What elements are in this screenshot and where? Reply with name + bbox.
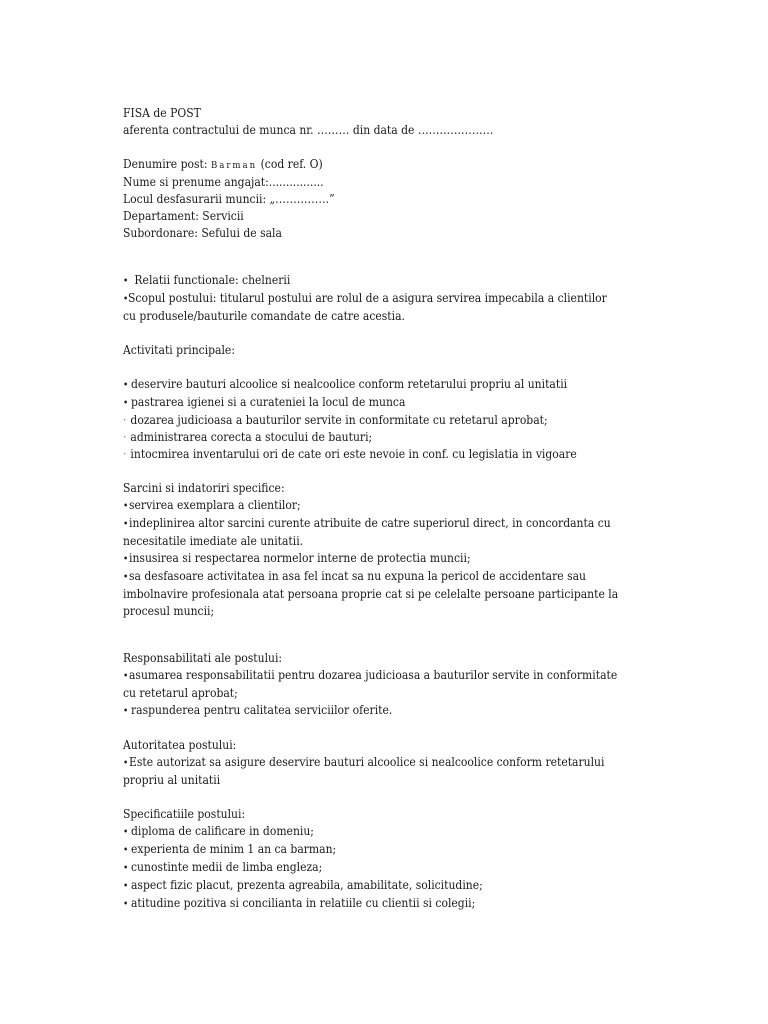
bullet-icon: • xyxy=(123,380,129,391)
bullet-icon: • xyxy=(123,501,129,512)
bullet-icon: • xyxy=(123,572,129,583)
activitati-item-text: intocmirea inventarului ori de cate ori este nevoie in conf. cu legislatia in vigoare xyxy=(127,447,577,461)
activitati-item-text: administrarea corecta a stocului de bauturi; xyxy=(127,430,373,444)
field-denumire-value: Barman xyxy=(210,160,258,171)
activitati-item xyxy=(123,412,643,429)
autoritatea-item xyxy=(123,754,643,772)
responsabilitati-item xyxy=(123,702,643,720)
specificatii-item xyxy=(123,841,643,859)
specificatii-item-text: aspect fizic placut, prezenta agreabila, amabilitate, solicitudine; xyxy=(131,878,483,892)
responsabilitati-item-text: raspunderea pentru calitatea serviciilor oferite. xyxy=(131,703,393,717)
specificatii-item xyxy=(123,823,643,841)
responsabilitati-item-text: asumarea responsabilitatii pentru dozarea judicioasa a bauturilor servite in conformitate xyxy=(129,668,618,682)
spacer xyxy=(123,620,643,650)
spacer xyxy=(123,463,643,480)
scop-line xyxy=(123,290,643,308)
bullet-icon: • xyxy=(123,845,129,856)
autoritatea-text: Este autorizat sa asigure deservire bauturi alcoolice si nealcoolice conform retetarului xyxy=(129,755,605,769)
specificatii-item-text: diploma de calificare in domeniu; xyxy=(131,824,314,838)
specificatii-item-text: cunostinte medii de limba engleza; xyxy=(131,860,323,874)
document-subtitle: aferenta contractului de munca nr. ……… din data de ………………… xyxy=(123,123,494,137)
sarcini-item xyxy=(123,550,643,568)
autoritatea-heading: Autoritatea postului: xyxy=(123,738,237,752)
autoritatea-item-cont: propriu al unitatii xyxy=(123,773,221,787)
field-denumire-prefix: Denumire post: xyxy=(123,157,211,171)
sarcini-item-cont: imbolnavire profesionala atat persoana proprie cat si pe celelalte persoane participante la xyxy=(123,587,619,601)
activitati-item xyxy=(123,376,643,394)
field-denumire-suffix: (cod ref. O) xyxy=(257,157,323,171)
spacer xyxy=(123,789,643,806)
sarcini-item-cont: procesul muncii; xyxy=(123,604,215,618)
bullet-icon: • xyxy=(123,294,129,305)
field-locul: Locul desfasurarii muncii: „……………” xyxy=(123,192,335,206)
spacer xyxy=(123,242,643,272)
activitati-item-text: deservire bauturi alcoolice si nealcoolice conform retetarului propriu al unitatii xyxy=(131,377,568,391)
spacer xyxy=(123,359,643,376)
specificatii-item xyxy=(123,877,643,895)
sarcini-item-text: indeplinirea altor sarcini curente atribuite de catre superiorul direct, in concordanta cu xyxy=(129,516,611,530)
bullet-icon: • xyxy=(123,554,129,565)
document-title: FISA de POST xyxy=(123,106,201,120)
bullet-icon: • xyxy=(123,276,129,287)
tick-icon: · xyxy=(123,413,127,427)
spacer xyxy=(123,139,643,156)
field-departament: Departament: Servicii xyxy=(123,209,244,223)
sarcini-item-text: sa desfasoare activitatea in asa fel incat sa nu expuna la pericol de accidentare sau xyxy=(129,569,587,583)
field-nume: Nume si prenume angajat:................ xyxy=(123,175,324,189)
tick-icon: · xyxy=(123,447,127,461)
relatii-text: Relatii functionale: chelnerii xyxy=(131,273,291,287)
bullet-icon: • xyxy=(123,519,129,530)
activitati-item-text: pastrarea igienei si a curateniei la locul de munca xyxy=(131,395,406,409)
spacer xyxy=(123,325,643,342)
scop-text-1: Scopul postului: titularul postului are rolul de a asigura servirea impecabila a clientilor xyxy=(128,291,607,305)
bullet-icon: • xyxy=(123,671,129,682)
activitati-item xyxy=(123,429,643,446)
bullet-icon: • xyxy=(123,758,129,769)
activitati-item xyxy=(123,394,643,412)
specificatii-item-text: experienta de minim 1 an ca barman; xyxy=(131,842,337,856)
sarcini-item xyxy=(123,515,643,533)
bullet-icon: • xyxy=(123,706,129,717)
responsabilitati-item xyxy=(123,667,643,685)
activitati-item xyxy=(123,446,643,463)
bullet-icon: • xyxy=(123,827,129,838)
sarcini-item xyxy=(123,568,643,586)
field-denumire xyxy=(123,156,643,174)
sarcini-item xyxy=(123,497,643,515)
responsabilitati-item-cont: cu retetarul aprobat; xyxy=(123,686,238,700)
specificatii-item-text: atitudine pozitiva si concilianta in relatiile cu clientii si colegii; xyxy=(131,896,476,910)
activitati-item-text: dozarea judicioasa a bauturilor servite in conformitate cu retetarul aprobat; xyxy=(127,413,548,427)
bullet-icon: • xyxy=(123,863,129,874)
bullet-icon: • xyxy=(123,881,129,892)
tick-icon: · xyxy=(123,430,127,444)
document-page xyxy=(123,105,643,913)
sarcini-item-text: servirea exemplara a clientilor; xyxy=(129,498,301,512)
sarcini-item-text: insusirea si respectarea normelor interne de protectia muncii; xyxy=(129,551,471,565)
activitati-heading: Activitati principale: xyxy=(123,343,235,357)
relatii-line xyxy=(123,272,643,290)
sarcini-heading: Sarcini si indatoriri specifice: xyxy=(123,481,285,495)
spacer xyxy=(123,720,643,737)
field-subordonare: Subordonare: Sefului de sala xyxy=(123,226,282,240)
sarcini-item-cont: necesitatile imediate ale unitatii. xyxy=(123,534,304,548)
responsabilitati-heading: Responsabilitati ale postului: xyxy=(123,651,283,665)
specificatii-item xyxy=(123,859,643,877)
scop-line-2: cu produsele/bauturile comandate de catre acestia. xyxy=(123,309,405,323)
bullet-icon: • xyxy=(123,398,129,409)
specificatii-heading: Specificatiile postului: xyxy=(123,807,246,821)
bullet-icon: • xyxy=(123,899,129,910)
specificatii-item xyxy=(123,895,643,913)
